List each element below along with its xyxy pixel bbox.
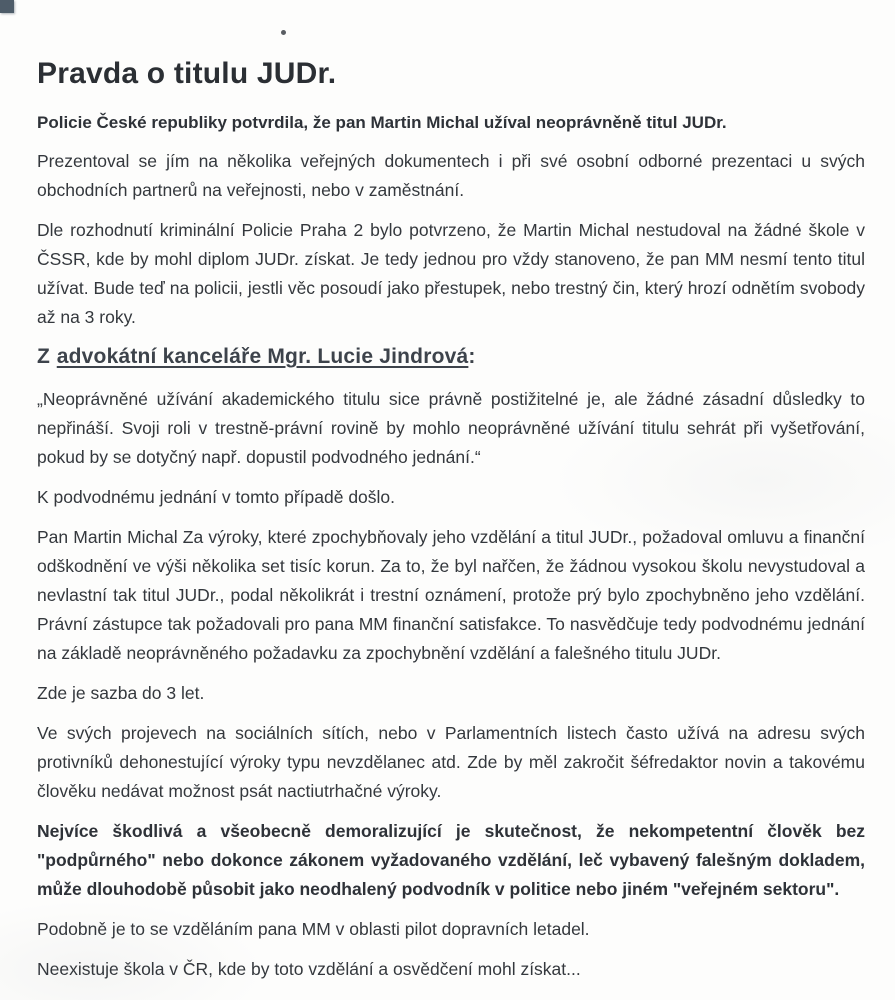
paragraph-no-school: Neexistuje škola v ČR, kde by toto vzdělání a osvědčení mohl získat... [37, 959, 581, 979]
paragraph-police-decision: Dle rozhodnutí kriminální Policie Praha 2 bylo potvrzeno, že Martin Michal nestudoval na žádné škole v ČSSR, kde by mohl diplom JUDr. získat. Je tedy jednou pro vždy stanoveno, že pan MM nesmí tento titul užívat. Bude teď na policii, jestli věc posoudí jako přestupek, nebo trestný čin, který hrozí odnětím svobody až na 3 roky. [37, 220, 865, 327]
section-heading-colon: : [468, 345, 476, 368]
paragraph-lawyer-quote: „Neoprávněné užívání akademického titulu sice právně postižitelné je, ale žádné zásadní důsledky to nepřináší. Svoji roli v trestně-právní rovině by mohlo neoprávněné užívání titulu sehrát při vyšetřování, pokud by se dotyčný např. dopustil podvodného jednání.“ [37, 389, 865, 467]
paragraph-presentation: Prezentoval se jím na několika veřejných dokumentech i při své osobní odborné prezentaci u svých obchodních partnerů na veřejnosti, nebo v zaměstnání. [37, 151, 865, 200]
paragraph-fraud-occurred: K podvodnému jednání v tomto případě došlo. [37, 487, 396, 507]
section-heading-underlined-text: advokátní kanceláře Mgr. Lucie Jindrová [56, 345, 469, 368]
paragraph-pilot-education: Podobně je to se vzděláním pana MM v oblasti pilot dopravních letadel. [37, 919, 590, 939]
section-heading-law-office [37, 343, 865, 370]
scan-corner-artifact [0, 0, 14, 13]
paragraph-social-media: Ve svých projevech na sociálních sítích, nebo v Parlamentních listech často užívá na adresu svých protivníků dehonestující výroky typu nevzdělanec atd. Zde by měl zakročit šéfredaktor novin a takovému člověku nedávat možnost psát nactiutrhačné výroky. [37, 723, 865, 801]
scan-dust-speck [281, 30, 286, 35]
lead-statement: Policie České republiky potvrdila, že pan Martin Michal užíval neoprávněně titul JUDr. [37, 113, 727, 132]
paragraph-sentence-rate: Zde je sazba do 3 let. [37, 683, 205, 703]
paragraph-harmful-conclusion: Nejvíce škodlivá a všeobecně demoralizující je skutečnost, že nekompetentní člověk bez "podpůrného" nebo dokonce zákonem vyžadovaného vzdělání, leč vybavený falešným dokladem, může dlouhodobě působit jako neodhalený podvodník v politice nebo jiném "veřejném sektoru". [37, 821, 865, 899]
section-heading-prefix: Z [37, 345, 51, 368]
paragraph-compensation-claims: Pan Martin Michal Za výroky, které zpochybňovaly jeho vzdělání a titul JUDr., požadoval omluvu a finanční odškodnění ve výši několika set tisíc korun. Za to, že byl nařčen, že žádnou vysokou školu nevystudoval a nevlastní tak titul JUDr., podal několikrát i trestní oznámení, protože prý bylo zpochybněno jeho vzdělání. Právní zástupce tak požadovali pro pana MM finanční satisfakce. To nasvědčuje tedy podvodnému jednání na základě neoprávněného požadavku za zpochybnění vzdělání a falešného titulu JUDr. [37, 527, 865, 663]
document-title: Pravda o titulu JUDr. [37, 57, 337, 90]
